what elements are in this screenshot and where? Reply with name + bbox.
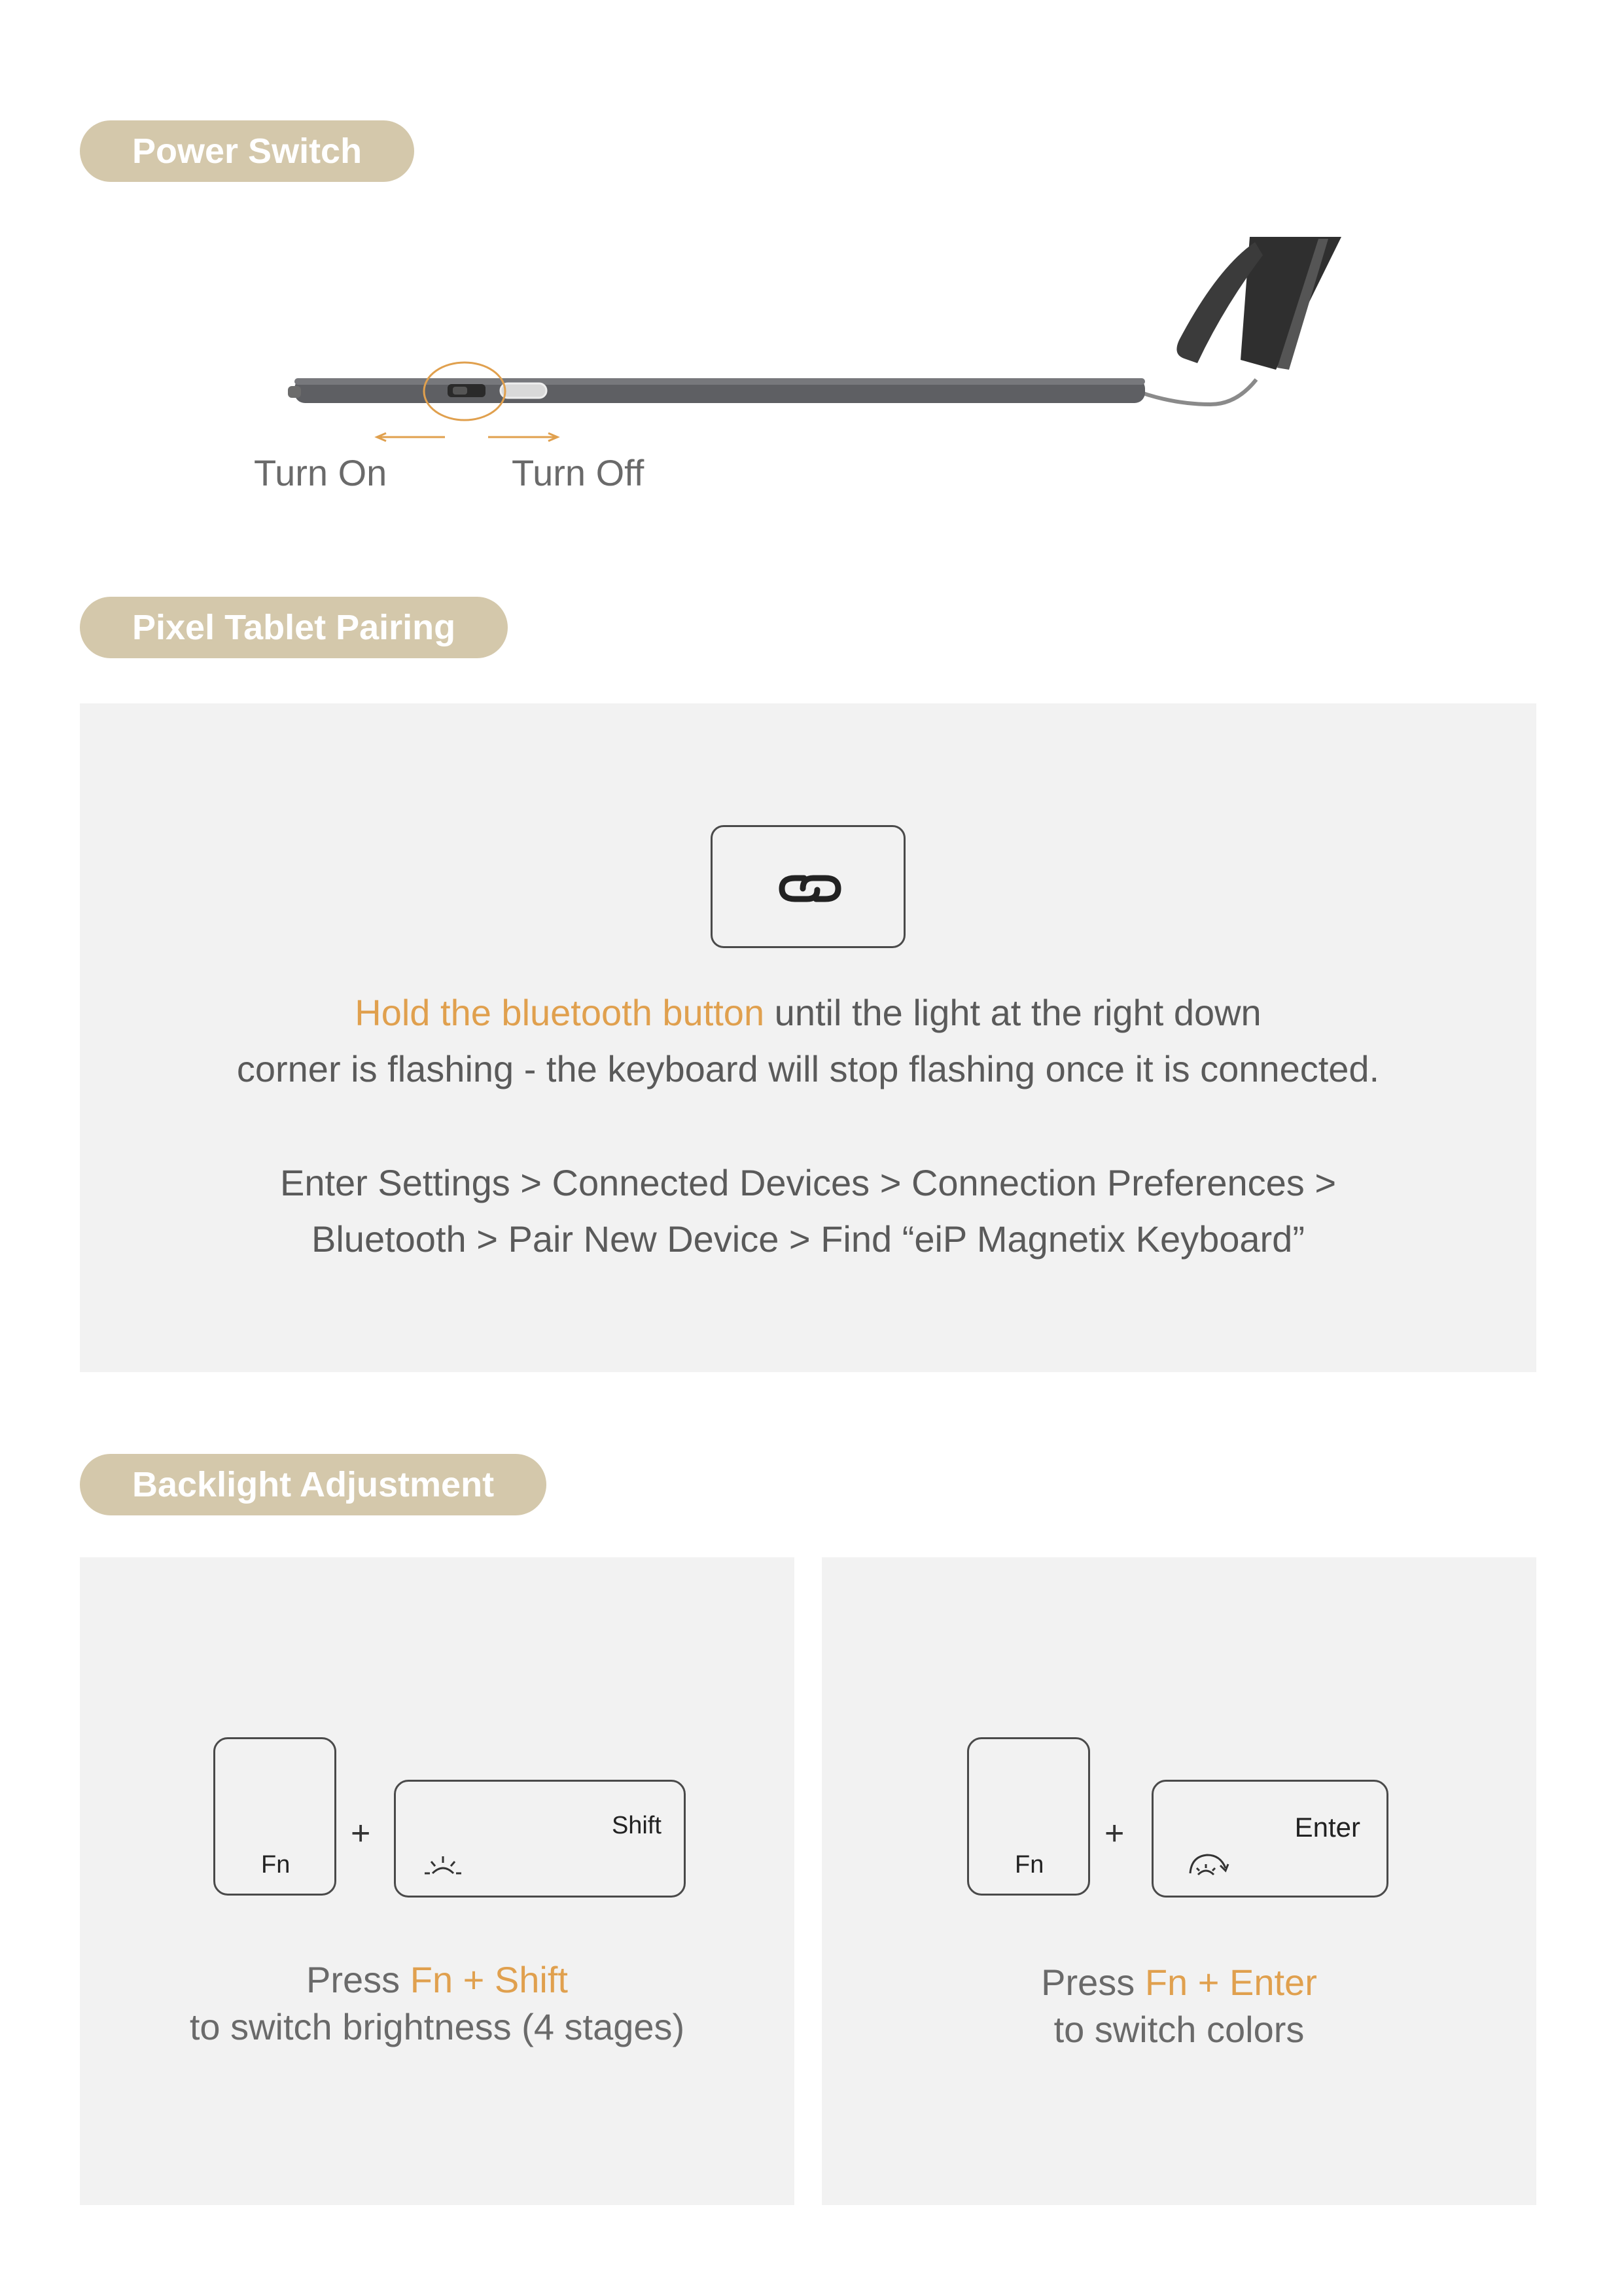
- enter-key: [1152, 1780, 1388, 1898]
- plus-sign: +: [351, 1814, 371, 1852]
- enter-key-label: Enter: [1294, 1812, 1360, 1843]
- color-cycle-icon: [1185, 1850, 1231, 1879]
- link-icon: [774, 864, 846, 913]
- fn-key: [213, 1737, 336, 1896]
- brightness-press: Press: [306, 1959, 410, 2000]
- instruction-rest: until the light at the right down: [764, 992, 1262, 1033]
- plus-sign: +: [1104, 1814, 1125, 1852]
- bluetooth-key: [711, 825, 906, 948]
- turn-off-label: Turn Off: [512, 452, 644, 493]
- pairing-path-line2: Bluetooth > Pair New Device > Find “eiP Magnetix Keyboard”: [311, 1218, 1305, 1260]
- instruction-highlight: Hold the bluetooth button: [355, 992, 765, 1033]
- colors-caption: [822, 1959, 1536, 2053]
- colors-description: to switch colors: [1053, 2009, 1305, 2050]
- fn-key-label: Fn: [1015, 1851, 1044, 1879]
- colors-caption-line1: [822, 1959, 1536, 2006]
- fn-key-label: Fn: [261, 1851, 291, 1879]
- brightness-panel: [80, 1557, 794, 2205]
- shift-key: [394, 1780, 686, 1898]
- brightness-caption: [80, 1956, 794, 2051]
- colors-press: Press: [1041, 1962, 1145, 2003]
- pairing-instruction: [80, 985, 1536, 1097]
- pairing-panel: [80, 703, 1536, 1372]
- brightness-combo: Fn + Shift: [410, 1959, 568, 2000]
- pairing-path: [80, 1155, 1536, 1267]
- backlight-title: Backlight Adjustment: [132, 1465, 495, 1504]
- usb-port: [501, 383, 546, 398]
- colors-combo: Fn + Enter: [1144, 1962, 1317, 2003]
- hinge-line: [1132, 380, 1256, 404]
- power-switch-knob: [453, 387, 467, 395]
- pairing-instruction-line2: corner is flashing - the keyboard will stop flashing once it is connected.: [236, 1048, 1380, 1089]
- keyboard-end-cap: [288, 386, 301, 398]
- brightness-icon: [423, 1854, 463, 1877]
- fn-key: [967, 1737, 1090, 1896]
- shift-key-label: Shift: [611, 1812, 662, 1839]
- power-switch-title: Power Switch: [132, 132, 362, 171]
- brightness-description: to switch brightness (4 stages): [189, 2006, 685, 2047]
- backlight-heading: [80, 1454, 546, 1515]
- keyboard-top-edge: [294, 378, 1145, 385]
- power-switch-heading: [80, 120, 414, 182]
- pairing-title: Pixel Tablet Pairing: [132, 608, 456, 647]
- keyboard-side-illustration: [281, 229, 1354, 445]
- colors-panel: [822, 1557, 1536, 2205]
- pairing-instruction-line1: [80, 985, 1536, 1041]
- pairing-path-line1: Enter Settings > Connected Devices > Connection Preferences >: [279, 1162, 1337, 1203]
- brightness-caption-line1: [80, 1956, 794, 2004]
- pairing-heading: [80, 597, 508, 658]
- turn-on-label: Turn On: [254, 452, 387, 493]
